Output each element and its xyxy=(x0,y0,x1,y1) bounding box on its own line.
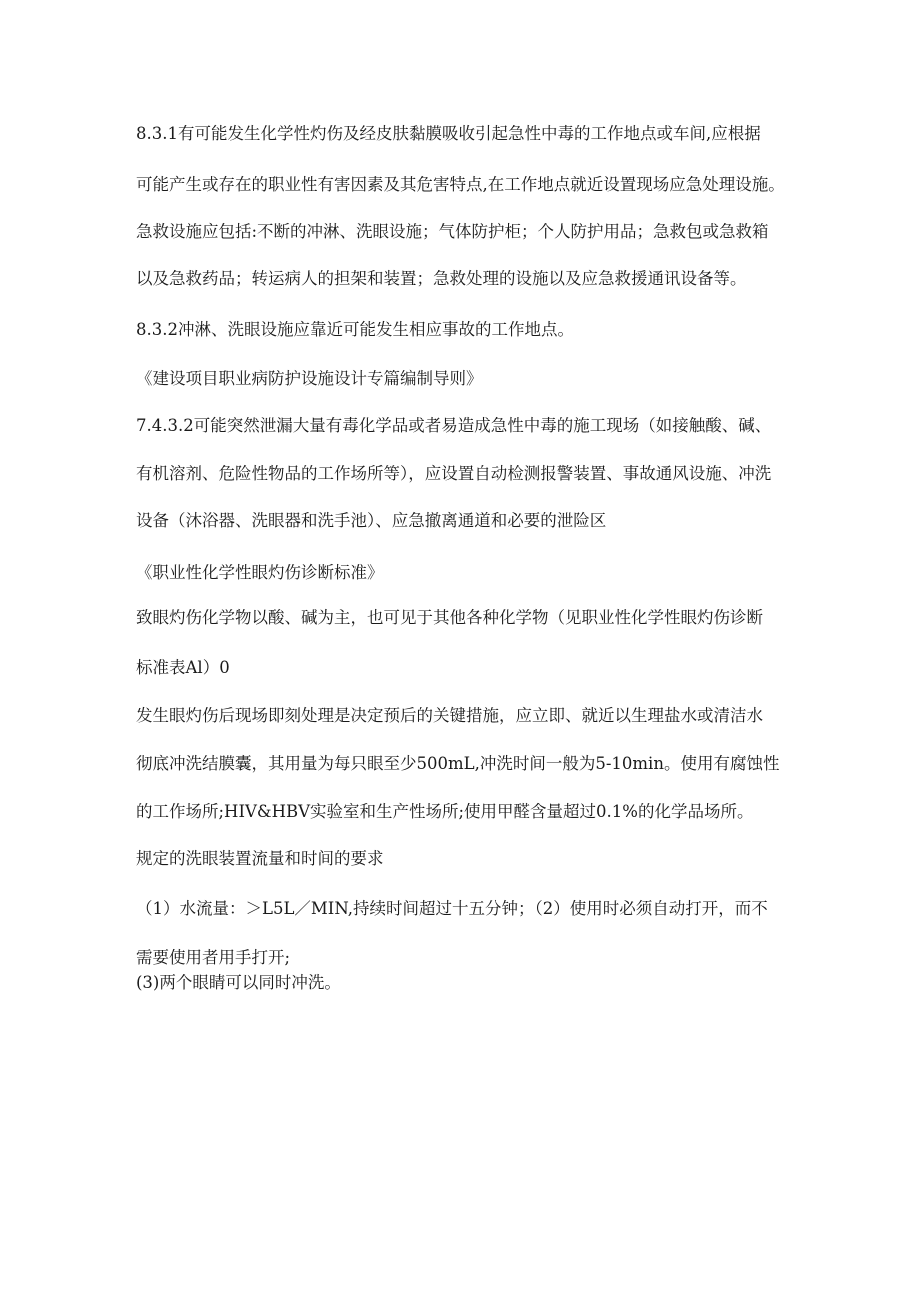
text-line: 设备（沐浴器、洗眼器和洗手池）、应急撤离通道和必要的泄险区 xyxy=(136,511,607,530)
text-line: 彻底冲洗结膜囊，其用量为每只眼至少500mL,冲洗时间一般为5-10min。使用有腐蚀性 xyxy=(136,754,780,773)
text-line: 以及急救药品；转运病人的担架和装置；急救处理的设施以及应急救援通讯设备等。 xyxy=(136,269,747,288)
section-title: 《职业性化学性眼灼伤诊断标准》 xyxy=(136,563,384,582)
text-line: 规定的洗眼装置流量和时间的要求 xyxy=(136,849,384,868)
text-line: 8.3.2冲淋、洗眼设施应靠近可能发生相应事故的工作地点。 xyxy=(136,320,574,339)
text-line: 8.3.1有可能发生化学性灼伤及经皮肤黏膜吸收引起急性中毒的工作地点或车间,应根据 xyxy=(136,124,761,143)
text-line: 需要使用者用手打开; xyxy=(136,948,291,967)
text-line: 可能产生或存在的职业性有害因素及其危害特点,在工作地点就近设置现场应急处理设施。 xyxy=(136,175,785,194)
text-line: 急救设施应包括:不断的冲淋、洗眼设施；气体防护柜；个人防护用品；急救包或急救箱 xyxy=(136,222,769,241)
text-line: (3)两个眼睛可以同时冲洗。 xyxy=(136,973,341,992)
text-line: （1）水流量：＞L5L／MIN,持续时间超过十五分钟；（2）使用时必须自动打开，而不 xyxy=(136,899,768,918)
text-line: 有机溶剂、危险性物品的工作场所等），应设置自动检测报警装置、事故通风设施、冲洗 xyxy=(136,464,772,483)
text-line: 7.4.3.2可能突然泄漏大量有毒化学品或者易造成急性中毒的施工现场（如接触酸、碱、 xyxy=(136,416,772,435)
text-line: 致眼灼伤化学物以酸、碱为主，也可见于其他各种化学物（见职业性化学性眼灼伤诊断 xyxy=(136,608,763,627)
text-line: 标准表Al）0 xyxy=(136,658,230,677)
text-line: 发生眼灼伤后现场即刻处理是决定预后的关键措施，应立即、就近以生理盐水或清洁水 xyxy=(136,706,763,725)
text-line: 的工作场所;HIV&HBV实验室和生产性场所;使用甲醛含量超过0.1%的化学品场所。 xyxy=(136,802,754,821)
section-title: 《建设项目职业病防护设施设计专篇编制导则》 xyxy=(136,369,483,388)
